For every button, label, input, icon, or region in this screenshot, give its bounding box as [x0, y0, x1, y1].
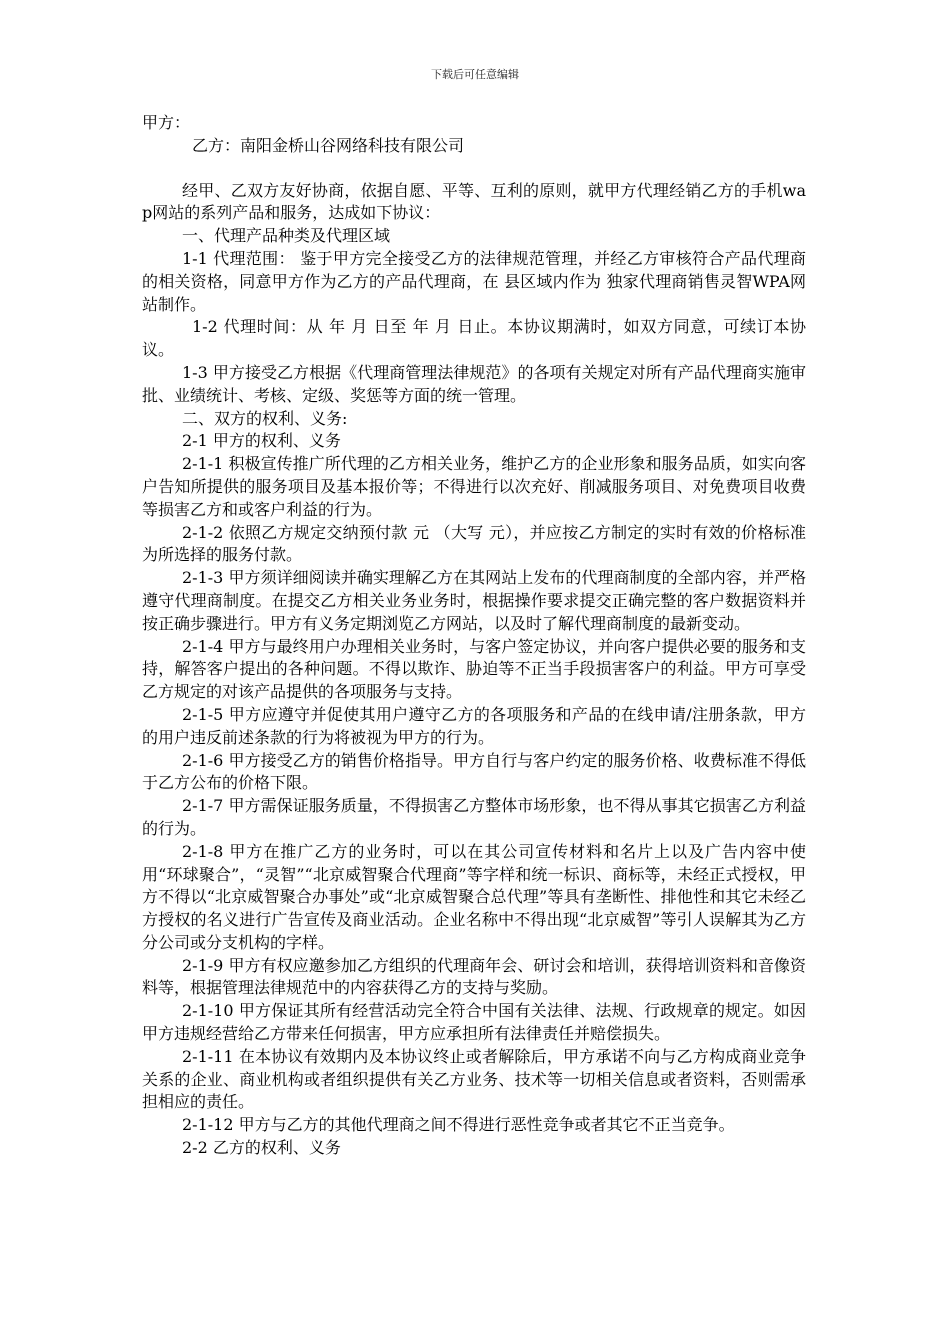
clauses-container — [142, 180, 806, 1160]
clause-c2-1-10: 2-1-10 甲方保证其所有经营活动完全符合中国有关法律、法规、行政规章的规定。如因甲方违规经营给乙方带来任何损害，甲方应承担所有法律责任并赔偿损失。 — [142, 1001, 806, 1044]
clause-c2-1-7: 2-1-7 甲方需保证服务质量，不得损害乙方整体市场形象，也不得从事其它损害乙方利益的行为。 — [142, 796, 806, 838]
clause-sec2: 二、双方的权利、义务: — [182, 408, 348, 428]
document-body — [142, 112, 806, 1160]
page-header: 下载后可任意编辑 — [431, 68, 519, 81]
clause-c1-2: 1-2 代理时间：从 年 月 日至 年 月 日止。本协议期满时，如双方同意，可续订本协议。 — [142, 317, 806, 360]
clause-c2-1-2: 2-1-2 依照乙方规定交纳预付款 元 （大写 元），并应按乙方制定的实时有效的价格标准为所选择的服务付款。 — [142, 522, 806, 565]
blank-line — [142, 158, 806, 180]
clause-c2-1-1: 2-1-1 积极宣传推广所代理的乙方相关业务，维护乙方的企业形象和服务品质，如实向客户告知所提供的服务项目及基本报价等；不得进行以次充好、削减服务项目、对免费项目收费等损害乙方和或客户利益的行为。 — [142, 454, 806, 519]
clause-c1-3: 1-3 甲方接受乙方根据《代理商管理法律规范》的各项有关规定对所有产品代理商实施审批、业绩统计、考核、定级、奖惩等方面的统一管理。 — [142, 362, 806, 405]
party-b-label: 乙方：南阳金桥山谷网络科技有限公司 — [192, 135, 465, 155]
clause-c2-1-8: 2-1-8 甲方在推广乙方的业务时，可以在其公司宣传材料和名片上以及广告内容中使用“环球聚合”，“灵智”“北京威智聚合代理商”等字样和统一标识、商标等，未经正式授权，甲方不得以“北京威智聚合办事处”或“北京威智聚合总代理”等具有垄断性、排他性和其它未经乙方授权的名义进行广告宣传及商业活动。企业名称中不得出现“北京威智”等引人误解其为乙方分公司或分支机构的字样。 — [142, 841, 806, 952]
clause-c2-1-6: 2-1-6 甲方接受乙方的销售价格指导。甲方自行与客户约定的服务价格、收费标准不得低于乙方公布的价格下限。 — [142, 750, 806, 793]
clause-c2-1-4: 2-1-4 甲方与最终用户办理相关业务时，与客户签定协议，并向客户提供必要的服务和支持，解答客户提出的各种问题。不得以欺诈、胁迫等不正当手段损害客户的利益。甲方可享受乙方规定的对该产品提供的各项服务与支持。 — [142, 636, 806, 702]
clause-c2-1-9: 2-1-9 甲方有权应邀参加乙方组织的代理商年会、研讨会和培训，获得培训资料和音像资料等，根据管理法律规范中的内容获得乙方的支持与奖励。 — [142, 955, 806, 998]
clause-c2-2: 2-2 乙方的权利、义务 — [182, 1138, 341, 1158]
clause-c1-1: 1-1 代理范围： 鉴于甲方完全接受乙方的法律规范管理，并经乙方审核符合产品代理商的相关资格，同意甲方作为乙方的产品代理商，在 县区域内作为 独家代理商销售灵智WPA网站制作。 — [142, 248, 806, 314]
clause-c2-1-3: 2-1-3 甲方须详细阅读并确实理解乙方在其网站上发布的代理商制度的全部内容，并严格遵守代理商制度。在提交乙方相关业务业务时，根据操作要求提交正确完整的客户数据资料并按正确步骤进行。甲方有义务定期浏览乙方网站，以及时了解代理商制度的最新变动。 — [142, 568, 806, 633]
clause-c2-1-5: 2-1-5 甲方应遵守并促使其用户遵守乙方的各项服务和产品的在线申请/注册条款，甲方的用户违反前述条款的行为将被视为甲方的行为。 — [142, 704, 806, 747]
clause-c2-1-11: 2-1-11 在本协议有效期内及本协议终止或者解除后，甲方承诺不向与乙方构成商业竞争关系的企业、商业机构或者组织提供有关乙方业务、技术等一切相关信息或者资料，否则需承担相应的责任。 — [142, 1046, 806, 1112]
clause-intro: 经甲、乙双方友好协商，依据自愿、平等、互利的原则，就甲方代理经销乙方的手机wap网站的系列产品和服务，达成如下协议： — [142, 180, 806, 223]
clause-c2-1: 2-1 甲方的权利、义务 — [182, 431, 341, 451]
party-a-label: 甲方： — [142, 113, 191, 132]
clause-sec1: 一、代理产品种类及代理区域 — [182, 226, 391, 246]
clause-c2-1-12: 2-1-12 甲方与乙方的其他代理商之间不得进行恶性竞争或者其它不正当竞争。 — [182, 1115, 735, 1135]
